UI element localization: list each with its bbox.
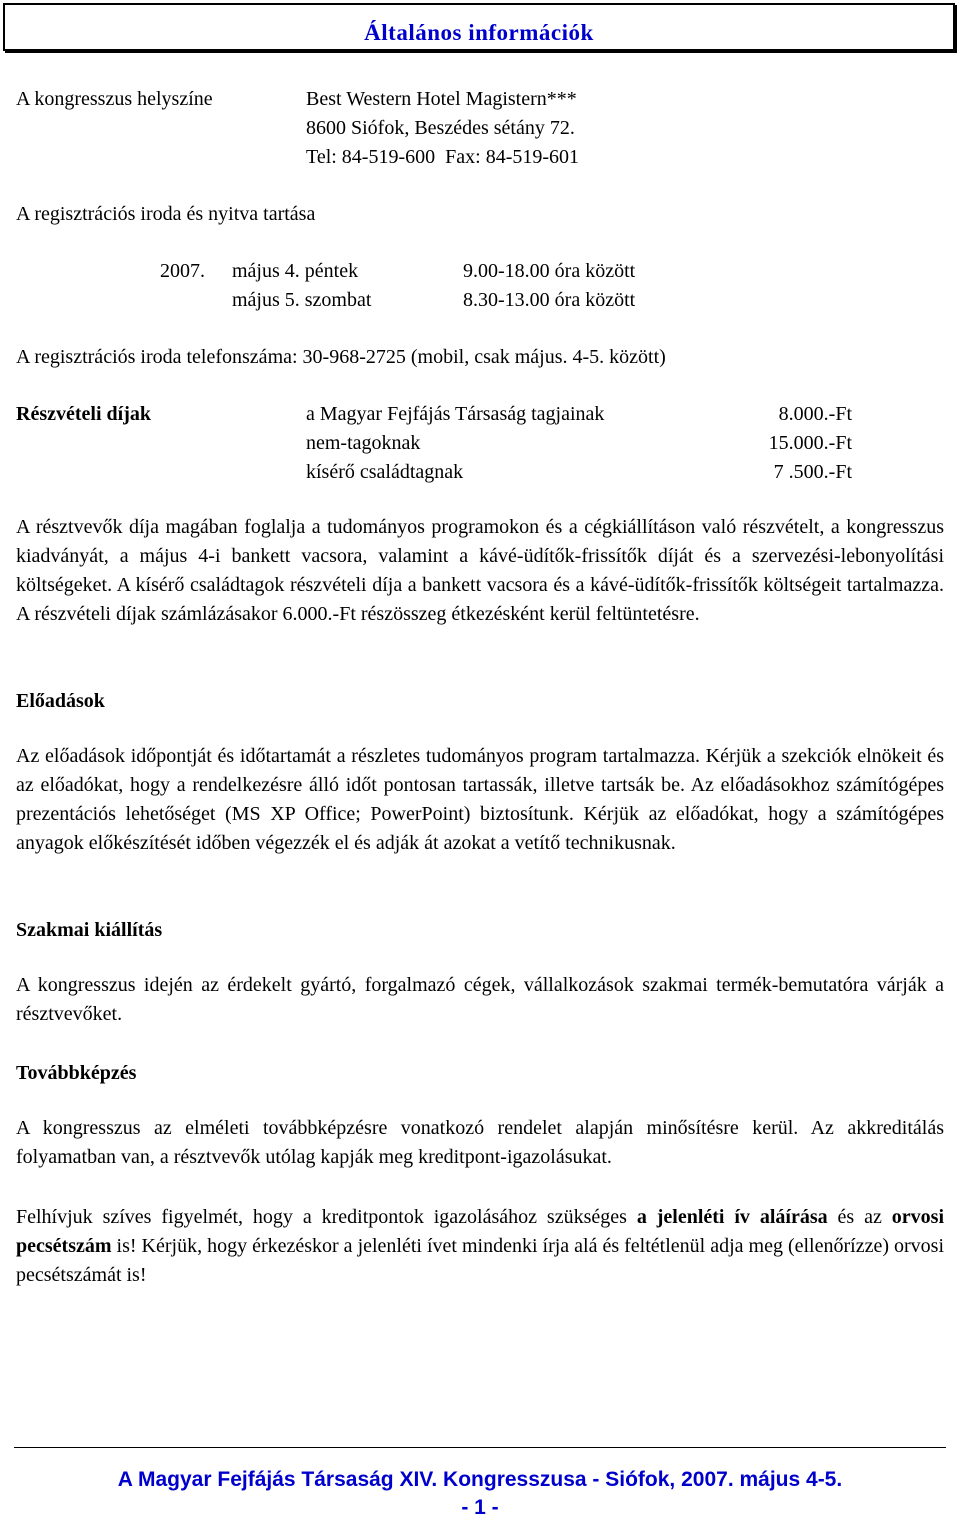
- lectures-heading: Előadások: [16, 690, 105, 712]
- registration-heading: A regisztrációs iroda és nyitva tartása: [16, 203, 316, 225]
- notice-bold-stamp: orvosi pecsétszám: [16, 1206, 944, 1257]
- notice-text-3: is! Kérjük, hogy érkezéskor a jelenléti ívet mindenki írja alá és feltétlenül adja meg (ellenőrízze) orvosi pecsétszámát is!: [16, 1235, 944, 1286]
- fees-heading: Részvételi díjak: [16, 403, 151, 425]
- notice-bold-attendance: a jelenléti ív aláírása: [636, 1206, 828, 1228]
- notice-text-1: Felhívjuk szíves figyelmét, hogy a kreditpontok igazolásához szükséges: [16, 1206, 637, 1228]
- registration-phone: A regisztrációs iroda telefonszáma: 30-968-2725 (mobil, csak május. 4-5. között): [16, 346, 666, 368]
- footer-text: A Magyar Fejfájás Társaság XIV. Kongresszusa - Siófok, 2007. május 4-5.: [117, 1468, 843, 1491]
- fees-paragraph: A résztvevők díja magában foglalja a tudományos programokon és a cégkiállításon való részvételt, a kongresszus kiadványát, a május 4-i bankett vacsora, valamint a kávé-üdítők-frissítők díját és a szervezési-lebonyolítási költségeket. A kísérő családtagok részvételi díja a bankett vacsora és a kávé-üdítők-frissítők költségeit tartalmazza. A részvételi díjak számlázásakor 6.000.-Ft részösszeg étkezésként kerül feltüntetésre.: [16, 516, 944, 625]
- page-number: - 1 -: [461, 1496, 499, 1519]
- fee-label-companions: kísérő családtagnak: [306, 461, 464, 483]
- lectures-paragraph: Az előadások időpontját és időtartamát a részletes tudományos program tartalmazza. Kérjük a szekciók elnökeit és az előadókat, hogy a rendelkezésre álló időt pontosan tartassák, illetve tartsák be. Az előadásokhoz számítógépes prezentációs lehetőséget (MS XP Office; PowerPoint) biztosítunk. Kérjük az előadókat, hogy a számítógépes anyagok előkészítését időben végezzék el és adják át azokat a vetítő technikusnak.: [16, 745, 944, 854]
- fee-label-nonmembers: nem-tagoknak: [306, 432, 421, 454]
- venue-line-1: Best Western Hotel Magistern***: [306, 88, 577, 110]
- registration-year: 2007.: [160, 260, 205, 282]
- registration-day-2: május 5. szombat: [232, 289, 372, 311]
- notice-text-2: és az: [827, 1206, 892, 1228]
- training-paragraph: A kongresszus az elméleti továbbképzésre vonatkozó rendelet alapján minősítésre kerül. Az akkreditálás folyamatban van, a résztvevők utólag kapják meg kreditpont-igazolásukat.: [16, 1117, 944, 1168]
- title-box: [3, 3, 955, 51]
- registration-day-1: május 4. péntek: [232, 260, 359, 282]
- registration-time-2: 8.30-13.00 óra között: [463, 289, 636, 311]
- footer-divider: [14, 1447, 946, 1448]
- fee-amount-members: 8.000.-Ft: [778, 403, 852, 425]
- venue-line-2: 8600 Siófok, Beszédes sétány 72.: [306, 117, 575, 139]
- venue-label: A kongresszus helyszíne: [16, 88, 213, 110]
- fee-label-members: a Magyar Fejfájás Társaság tagjainak: [306, 403, 605, 425]
- training-heading: Továbbképzés: [16, 1062, 137, 1084]
- exhibition-heading: Szakmai kiállítás: [16, 919, 163, 941]
- fee-amount-nonmembers: 15.000.-Ft: [768, 432, 852, 454]
- venue-line-3: Tel: 84-519-600 Fax: 84-519-601: [306, 146, 580, 168]
- exhibition-paragraph: A kongresszus idején az érdekelt gyártó, forgalmazó cégek, vállalkozások szakmai termék-bemutatóra várják a résztvevőket.: [16, 974, 944, 1025]
- fee-amount-companions: 7 .500.-Ft: [773, 461, 852, 483]
- training-notice: [16, 1203, 944, 1290]
- registration-time-1: 9.00-18.00 óra között: [463, 260, 636, 282]
- page-title: Általános információk: [364, 20, 594, 45]
